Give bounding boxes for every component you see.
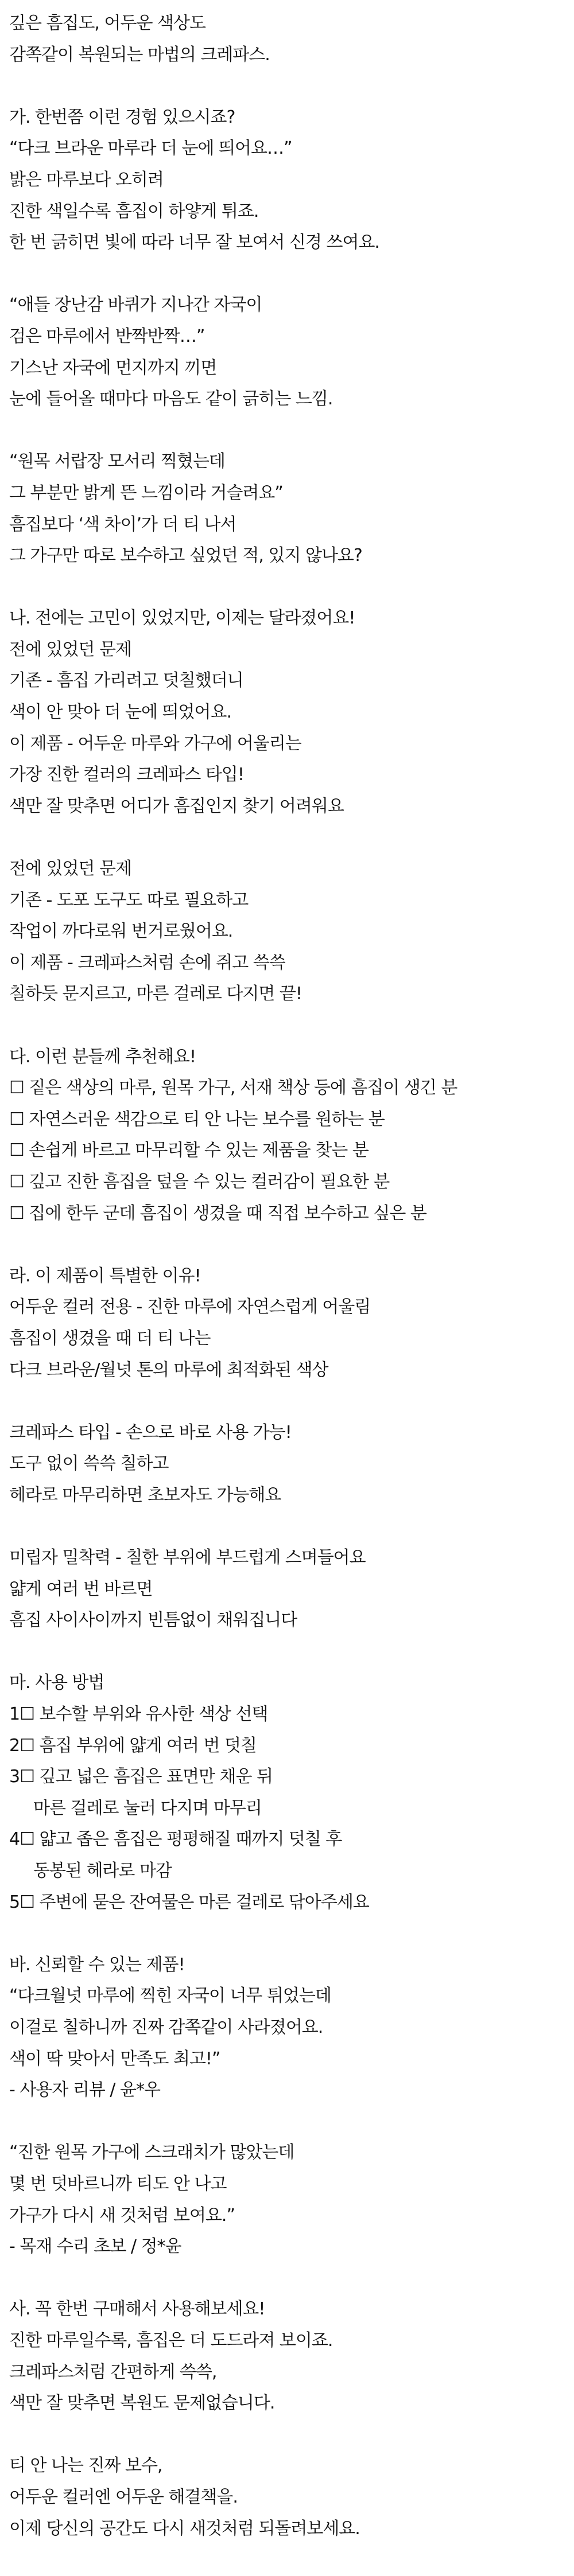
- text-line: 그 가구만 따로 보수하고 싶었던 적, 있지 않나요?: [9, 545, 362, 566]
- text-line: 미립자 밀착력 - 칠한 부위에 부드럽게 스며들어요: [9, 1548, 366, 1568]
- text-line: 사. 꼭 한번 구매해서 사용해보세요!: [9, 2299, 265, 2320]
- paragraph-block: [9, 2137, 565, 2262]
- text-line: - 목재 수리 초보 / 정*윤: [9, 2236, 181, 2257]
- text-line: 크레파스처럼 간편하게 쓱쓱,: [9, 2361, 217, 2382]
- text-line: 이 제품 - 어두운 마루와 가구에 어울리는: [9, 733, 301, 754]
- text-line: 깊은 흠집도, 어두운 색상도: [9, 13, 205, 33]
- text-line: 1☐ 보수할 부위와 유사한 색상 선택: [9, 1704, 268, 1725]
- text-line: 동봉된 헤라로 마감: [33, 1861, 172, 1881]
- text-line: 감쪽같이 복원되는 마법의 크레파스.: [9, 44, 270, 65]
- text-line: ☐ 집에 한두 군데 흠집이 생겼을 때 직접 보수하고 싶은 분: [9, 1203, 426, 1223]
- text-line: 마. 사용 방법: [9, 1673, 104, 1693]
- text-line: 흠집 사이사이까지 빈틈없이 채워집니다: [9, 1610, 297, 1631]
- text-line: 도구 없이 쓱쓱 칠하고: [9, 1453, 169, 1474]
- text-line: - 사용자 리뷰 / 윤*우: [9, 2080, 160, 2100]
- paragraph-block: [9, 1261, 565, 1386]
- text-line: 색만 잘 맞추면 어디가 흠집인지 찾기 어려워요: [9, 796, 344, 816]
- text-line: 기존 - 도포 도구도 따로 필요하고: [9, 890, 249, 910]
- text-line: 눈에 들어올 때마다 마음도 같이 긁히는 느낌.: [9, 389, 333, 410]
- text-line: 다크 브라운/월넛 톤의 마루에 최적화된 색상: [9, 1359, 328, 1380]
- text-line: ☐ 자연스러운 색감으로 티 안 나는 보수를 원하는 분: [9, 1109, 385, 1129]
- paragraph-block: [9, 1542, 565, 1636]
- text-line: 마른 걸레로 눌러 다지며 마무리: [33, 1798, 262, 1818]
- text-line: 가. 한번쯤 이런 경험 있으시죠?: [9, 107, 235, 127]
- paragraph-block: [9, 2450, 565, 2544]
- text-line: 색이 딱 맞아서 만족도 최고!”: [9, 2048, 220, 2069]
- paragraph-block: [9, 1950, 565, 2106]
- text-line: 기존 - 흠집 가리려고 덧칠했더니: [9, 671, 243, 691]
- text-line: 어두운 컬러 전용 - 진한 마루에 자연스럽게 어울림: [9, 1297, 371, 1318]
- text-line: 전에 있었던 문제: [9, 859, 131, 879]
- paragraph-block: [9, 854, 565, 1010]
- product-description-document: [9, 8, 565, 2576]
- paragraph-block: [9, 8, 565, 71]
- text-line: “다크월넛 마루에 찍힌 자국이 너무 튀었는데: [9, 1986, 331, 2006]
- text-line: ☐ 깊고 진한 흠집을 덮을 수 있는 컬러감이 필요한 분: [9, 1171, 390, 1192]
- paragraph-block: [9, 1417, 565, 1511]
- text-line: 5☐ 주변에 묻은 잔여물은 마른 걸레로 닦아주세요: [9, 1892, 369, 1912]
- text-line: 가구가 다시 새 것처럼 보여요.”: [9, 2205, 235, 2226]
- text-line: 칠하듯 문지르고, 마른 걸레로 다지면 끝!: [9, 984, 302, 1004]
- text-line: 다. 이런 분들께 추천해요!: [9, 1046, 196, 1067]
- text-line: ☐ 손쉽게 바르고 마무리할 수 있는 제품을 찾는 분: [9, 1140, 369, 1161]
- paragraph-block: [9, 290, 565, 415]
- text-line: 3☐ 깊고 넓은 흠집은 표면만 채운 뒤: [9, 1767, 273, 1787]
- paragraph-block: [9, 1042, 565, 1230]
- text-line: 기스난 자국에 먼지까지 끼면: [9, 357, 217, 378]
- text-line: “다크 브라운 마루라 더 눈에 띄어요…”: [9, 138, 292, 159]
- text-line: “진한 원목 가구에 스크래치가 많았는데: [9, 2142, 294, 2163]
- paragraph-block: [9, 603, 565, 822]
- text-line: 색만 잘 맞추면 복원도 문제없습니다.: [9, 2393, 275, 2414]
- text-line: 흠집보다 ‘색 차이’가 더 티 나서: [9, 514, 236, 535]
- text-line: 헤라로 마무리하면 초보자도 가능해요: [9, 1484, 281, 1505]
- text-line: 전에 있었던 문제: [9, 639, 131, 660]
- text-line: “애들 장난감 바퀴가 지나간 자국이: [9, 295, 262, 315]
- text-line: 작업이 까다로워 번거로웠어요.: [9, 921, 233, 942]
- text-line: 어두운 컬러엔 어두운 해결책을.: [9, 2487, 238, 2507]
- text-line: 바. 신뢰할 수 있는 제품!: [9, 1954, 185, 1975]
- text-line: 이제 당신의 공간도 다시 새것처럼 되돌려보세요.: [9, 2518, 360, 2539]
- text-line: 진한 색일수록 흠집이 하얗게 튀죠.: [9, 201, 259, 221]
- text-line: 한 번 긁히면 빛에 따라 너무 잘 보여서 신경 쓰여요.: [9, 232, 379, 253]
- text-line: 흠집이 생겼을 때 더 티 나는: [9, 1328, 211, 1349]
- text-line: 2☐ 흠집 부위에 얇게 여러 번 덧칠: [9, 1735, 257, 1756]
- text-line: “원목 서랍장 모서리 찍혔는데: [9, 451, 225, 472]
- text-line: 색이 안 맞아 더 눈에 띄었어요.: [9, 702, 231, 723]
- paragraph-block: [9, 2294, 565, 2419]
- text-line: 이 제품 - 크레파스처럼 손에 쥐고 쓱쓱: [9, 952, 285, 973]
- text-line: 몇 번 덧바르니까 티도 안 나고: [9, 2173, 227, 2194]
- text-line: 4☐ 얇고 좁은 흠집은 평평해질 때까지 덧칠 후: [9, 1829, 342, 1850]
- text-line: 크레파스 타입 - 손으로 바로 사용 가능!: [9, 1422, 292, 1443]
- text-line: 나. 전에는 고민이 있었지만, 이제는 달라졌어요!: [9, 608, 355, 629]
- paragraph-block: [9, 102, 565, 259]
- text-line: 라. 이 제품이 특별한 이유!: [9, 1265, 201, 1286]
- text-line: 검은 마루에서 반짝반짝…”: [9, 326, 205, 346]
- paragraph-block: [9, 1667, 565, 1918]
- text-line: ☐ 짙은 색상의 마루, 원목 가구, 서재 책상 등에 흠집이 생긴 분: [9, 1078, 457, 1098]
- text-line: 티 안 나는 진짜 보수,: [9, 2456, 162, 2476]
- paragraph-block: [9, 446, 565, 571]
- text-line: 그 부분만 밝게 뜬 느낌이라 거슬려요”: [9, 482, 283, 503]
- text-line: 밝은 마루보다 오히려: [9, 169, 164, 190]
- text-line: 진한 마루일수록, 흠집은 더 도드라져 보이죠.: [9, 2330, 333, 2351]
- text-line: 얇게 여러 번 바르면: [9, 1579, 153, 1599]
- text-line: 이걸로 칠하니까 진짜 감쪽같이 사라졌어요.: [9, 2017, 323, 2037]
- text-line: 가장 진한 컬러의 크레파스 타입!: [9, 765, 244, 785]
